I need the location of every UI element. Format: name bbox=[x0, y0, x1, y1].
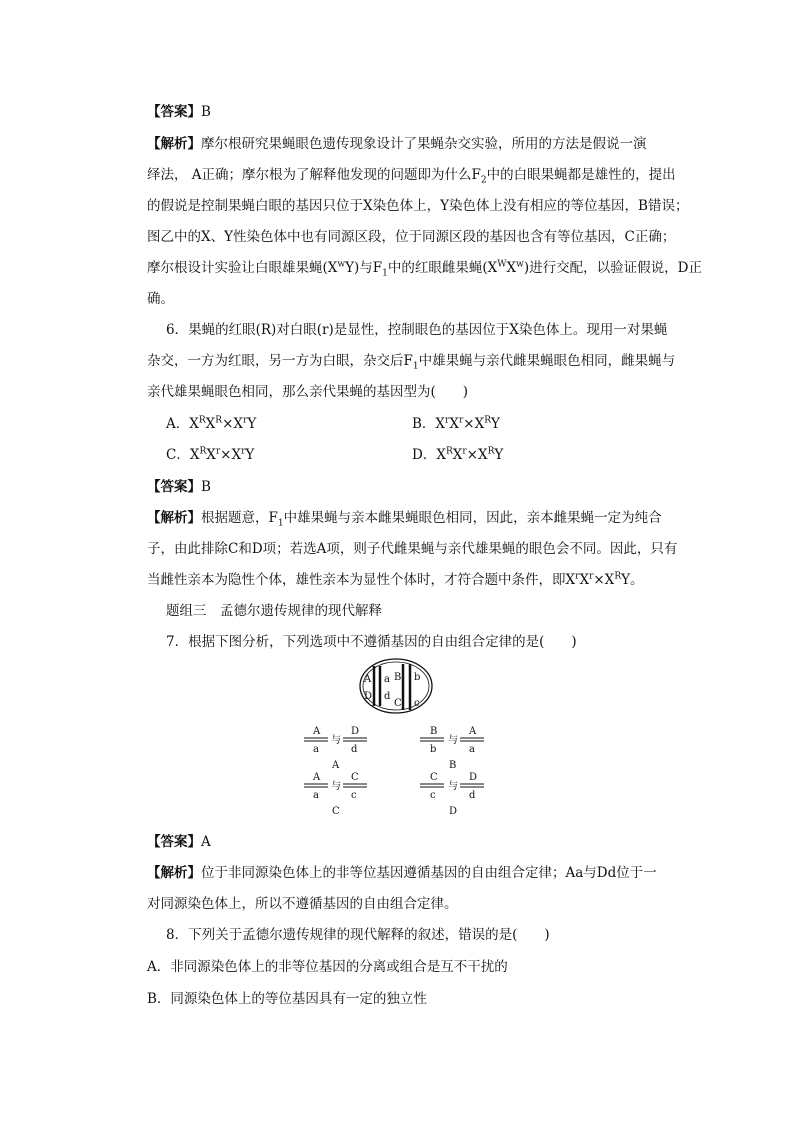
pair-label: A bbox=[332, 760, 340, 771]
analysis-text: 位于非同源染色体上的非等位基因遵循基因的自由组合定律；Aa与Dd位于一 bbox=[201, 865, 657, 881]
analysis-text: 对同源染色体上，所以不遵循基因的自由组合定律。 bbox=[147, 896, 458, 912]
gene-label: b bbox=[430, 744, 437, 755]
connector-text: 与 bbox=[331, 781, 341, 792]
analysis-line bbox=[147, 508, 687, 528]
subscript: 1 bbox=[277, 518, 284, 529]
gene-label: C bbox=[394, 698, 402, 709]
answer-value: B bbox=[201, 479, 211, 495]
subscript: 1 bbox=[382, 268, 388, 279]
chromosome-figure bbox=[300, 658, 500, 828]
option-c: C．$X^RX^r\times X^rY$ bbox=[166, 446, 255, 463]
option-a bbox=[147, 957, 687, 977]
gene-label: a bbox=[469, 744, 475, 755]
analysis-line bbox=[147, 570, 687, 590]
analysis-text: )进行交配，以验证假说，D正 bbox=[523, 260, 702, 276]
superscript: W bbox=[497, 259, 507, 270]
question-text: 8．下列关于孟德尔遗传规律的现代解释的叙述，错误的是( ) bbox=[166, 927, 550, 943]
pair-label: C bbox=[332, 806, 340, 817]
option-d: D．$X^RX^r\times X^RY$ bbox=[412, 446, 504, 463]
gene-label: D bbox=[469, 772, 478, 783]
question-line bbox=[147, 382, 687, 402]
analysis-line bbox=[147, 894, 687, 914]
option-b bbox=[147, 989, 687, 1009]
analysis-text: 的假说是控制果蝇白眼的基因只位于X染色体上，Y染色体上没有相应的等位基因，B错误； bbox=[147, 198, 689, 214]
analysis-text: 图乙中的X、Y性染色体中也有同源区段，位于同源区段的基因也含有等位基因，C正确； bbox=[147, 229, 676, 245]
analysis-text: 子，由此排除C和D项；若选A项，则子代雌果蝇与亲代雄果蝇的眼色会不同。因此，只有 bbox=[147, 541, 678, 557]
question-line bbox=[147, 351, 687, 371]
question-line bbox=[166, 925, 706, 945]
gene-label: B bbox=[394, 672, 402, 683]
subscript: 1 bbox=[412, 361, 419, 372]
analysis-line bbox=[147, 289, 687, 309]
gene-pair-d bbox=[420, 772, 484, 817]
analysis-text: 根据题意，F bbox=[201, 510, 278, 526]
analysis-tag: 【解析】 bbox=[147, 510, 201, 526]
analysis-text: 确。 bbox=[147, 291, 174, 307]
analysis-text: Y)与F bbox=[345, 260, 383, 276]
superscript: R bbox=[614, 571, 622, 582]
superscript: r bbox=[589, 571, 594, 582]
analysis-text: 中的白眼果蝇都是雄性的，提出 bbox=[486, 167, 676, 183]
analysis-text: ×X bbox=[593, 572, 615, 588]
analysis-line bbox=[147, 196, 687, 216]
question-text: 中雄果蝇与亲代雌果蝇眼色相同，雌果蝇与 bbox=[418, 353, 676, 369]
gene-pair-a bbox=[304, 726, 367, 771]
answer-tag: 【答案】 bbox=[147, 834, 201, 850]
answer-line bbox=[147, 102, 687, 122]
gene-label: A bbox=[313, 772, 321, 783]
gene-pair-c bbox=[304, 772, 367, 817]
gene-label: B bbox=[430, 726, 438, 737]
gene-label: c bbox=[430, 790, 436, 801]
option-text: A．非同源染色体上的非等位基因的分离或组合是互不干扰的 bbox=[147, 959, 508, 975]
option-text: B．同源染色体上的等位基因具有一定的独立性 bbox=[147, 991, 427, 1007]
pair-label: D bbox=[449, 806, 458, 817]
analysis-text: 摩尔根研究果蝇眼色遗传现象设计了果蝇杂交实验，所用的方法是假说一演 bbox=[201, 136, 647, 152]
gene-label: d bbox=[351, 744, 358, 755]
answer-value: B bbox=[201, 104, 211, 120]
analysis-line bbox=[147, 134, 687, 154]
gene-label: A bbox=[313, 726, 321, 737]
superscript: r bbox=[575, 571, 580, 582]
section-title-text: 题组三 孟德尔遗传规律的现代解释 bbox=[166, 603, 382, 619]
gene-label: a bbox=[313, 790, 319, 801]
analysis-text: 绎法， A正确；摩尔根为了解释他发现的问题即为什么F bbox=[147, 167, 481, 183]
gene-label: a bbox=[384, 674, 390, 685]
analysis-text: X bbox=[506, 260, 517, 276]
gene-pair-b bbox=[420, 726, 484, 771]
analysis-line bbox=[147, 258, 702, 279]
answer-line bbox=[147, 832, 687, 852]
analysis-line bbox=[147, 227, 687, 247]
answer-tag: 【答案】 bbox=[147, 479, 201, 495]
gene-label: D bbox=[351, 726, 360, 737]
gene-label: D bbox=[364, 691, 373, 702]
gene-label: A bbox=[364, 674, 372, 685]
gene-label: C bbox=[430, 772, 438, 783]
analysis-text: 当雌性亲本为隐性个体，雄性亲本为显性个体时，才符合题中条件，即X bbox=[147, 572, 576, 588]
section-title bbox=[166, 601, 706, 621]
gene-label: a bbox=[313, 744, 319, 755]
gene-label: b bbox=[414, 672, 421, 683]
subscript: 2 bbox=[480, 175, 487, 186]
analysis-text: X bbox=[579, 572, 590, 588]
pair-label: B bbox=[449, 760, 457, 771]
gene-label: d bbox=[384, 691, 391, 702]
option-a: A．$X^RX^R\times X^rY$ bbox=[166, 415, 257, 432]
analysis-text: 中雄果蝇与亲本雌果蝇眼色相同，因此，亲本雌果蝇一定为纯合 bbox=[283, 510, 662, 526]
gene-label: c bbox=[351, 790, 357, 801]
gene-label: c bbox=[414, 698, 420, 709]
analysis-text: 中的红眼雌果蝇(X bbox=[387, 260, 498, 276]
analysis-tag: 【解析】 bbox=[147, 865, 201, 881]
analysis-tag: 【解析】 bbox=[147, 136, 201, 152]
analysis-text: 摩尔根设计实验让白眼雄果蝇(X bbox=[147, 260, 338, 276]
gene-label: d bbox=[469, 790, 476, 801]
option-b: B．$X^rX^r\times X^RY$ bbox=[412, 415, 500, 432]
superscript: w bbox=[516, 259, 524, 270]
analysis-text: Y。 bbox=[621, 572, 644, 588]
question-text: 杂交，一方为红眼，另一方为白眼，杂交后F bbox=[147, 353, 413, 369]
question-line bbox=[166, 632, 706, 652]
question-text: 7．根据下图分析，下列选项中不遵循基因的自由组合定律的是( ) bbox=[166, 634, 577, 650]
connector-text: 与 bbox=[448, 781, 458, 792]
answer-tag: 【答案】 bbox=[147, 104, 201, 120]
question-text: 6．果蝇的红眼(R)对白眼(r)是显性，控制眼色的基因位于X染色体上。现用一对果蝇 bbox=[166, 322, 668, 338]
gene-label: A bbox=[469, 726, 477, 737]
answer-value: A bbox=[201, 834, 211, 850]
gene-label: C bbox=[351, 772, 359, 783]
answer-line bbox=[147, 477, 687, 497]
connector-text: 与 bbox=[448, 735, 458, 746]
analysis-line bbox=[147, 863, 687, 883]
superscript: w bbox=[337, 259, 346, 270]
analysis-line bbox=[147, 539, 687, 559]
question-line bbox=[166, 320, 706, 340]
question-text: 亲代雄果蝇眼色相同，那么亲代果蝇的基因型为( ) bbox=[147, 384, 469, 400]
analysis-line bbox=[147, 165, 687, 185]
connector-text: 与 bbox=[331, 735, 341, 746]
